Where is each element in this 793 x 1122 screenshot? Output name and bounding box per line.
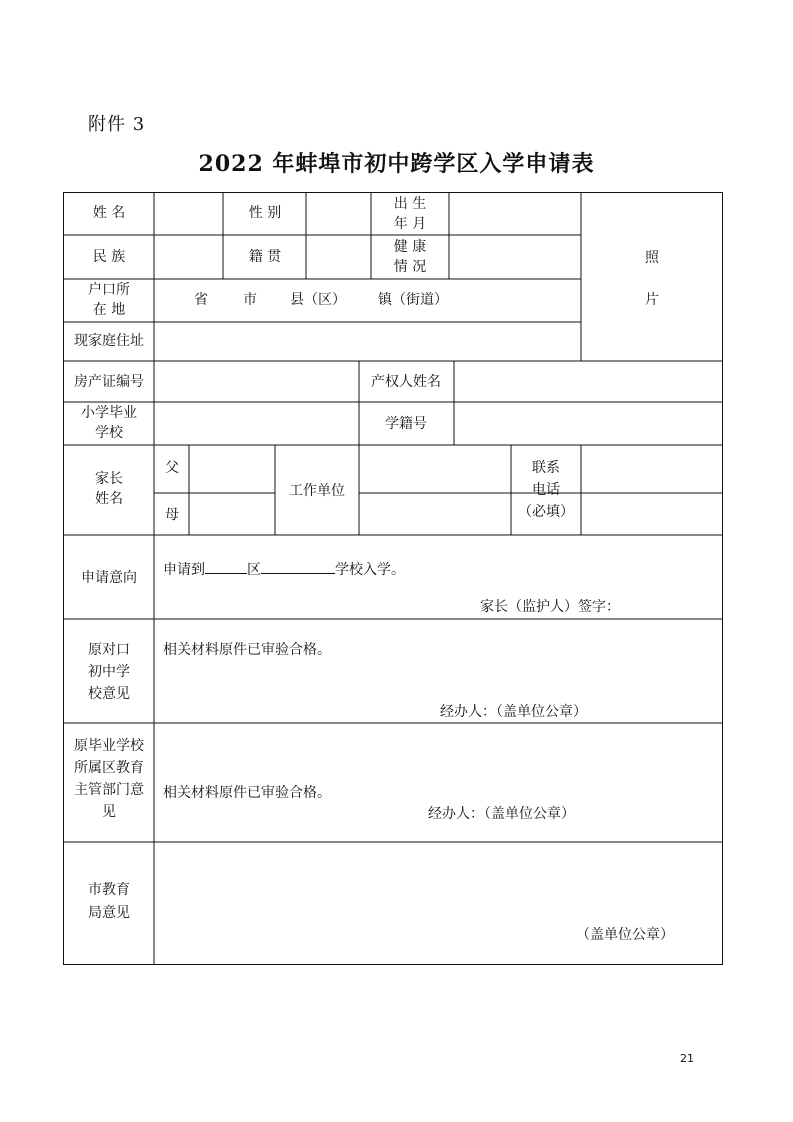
intent-statement	[163, 557, 405, 580]
ethnicity-label: 民 族	[92, 249, 126, 265]
household-label-line1: 户口所	[88, 282, 130, 298]
property-cert-label: 房产证编号	[74, 374, 144, 390]
intent-district-blank	[205, 557, 247, 574]
native-place-label: 籍 贯	[248, 249, 282, 265]
household-county: 县（区）	[290, 292, 346, 308]
intent-prefix: 申请到	[163, 562, 205, 578]
page-number: 21	[680, 1052, 694, 1065]
household-town: 镇（街道）	[378, 292, 448, 308]
intent-district: 区	[247, 562, 261, 578]
orig-school-label-line2: 初中学	[88, 664, 130, 680]
address-label: 现家庭住址	[74, 333, 144, 349]
edu-dept-label-line4: 见	[102, 804, 116, 820]
page-title: 2022 年蚌埠市初中跨学区入学申请表	[198, 151, 595, 177]
intent-school-blank	[261, 557, 335, 574]
city-bureau-label-line1: 市教育	[88, 882, 130, 898]
contact-label-line1: 联系	[532, 460, 560, 476]
work-unit-label: 工作单位	[289, 483, 345, 499]
primary-school-label-line1: 小学毕业	[81, 405, 137, 421]
household-city: 市	[243, 292, 257, 308]
orig-school-label-line3: 校意见	[88, 686, 130, 702]
household-province: 省	[194, 292, 208, 308]
orig-school-signature: 经办人：（盖单位公章）	[440, 704, 587, 720]
city-bureau-label-line2: 局意见	[88, 905, 130, 921]
health-label-line1: 健 康	[393, 239, 427, 255]
mother-label: 母	[165, 507, 179, 523]
orig-school-approval-text: 相关材料原件已审验合格。	[163, 642, 331, 658]
photo-label-line2: 片	[645, 292, 659, 308]
edu-dept-label-line3: 主管部门意	[74, 782, 144, 798]
birth-label-line1: 出 生	[393, 196, 427, 212]
photo-label-line1: 照	[645, 250, 659, 266]
parent-label-line1: 家长	[95, 471, 123, 487]
property-owner-label: 产权人姓名	[371, 374, 441, 390]
parent-label-line2: 姓名	[95, 491, 123, 507]
contact-label-line3: （必填）	[518, 504, 574, 520]
household-label-line2: 在 地	[92, 302, 126, 318]
health-label-line2: 情 况	[393, 259, 427, 275]
father-label: 父	[165, 460, 179, 476]
name-label: 姓 名	[92, 205, 126, 221]
primary-school-label-line2: 学校	[95, 425, 123, 441]
edu-dept-label-line2: 所属区教育	[74, 760, 144, 776]
attachment-label: 附件 3	[88, 114, 146, 135]
intent-signature-label: 家长（监护人）签字：	[480, 599, 620, 615]
intent-suffix: 学校入学。	[335, 562, 405, 578]
gender-label: 性 别	[248, 205, 282, 221]
orig-school-label-line1: 原对口	[88, 642, 130, 658]
edu-dept-approval-text: 相关材料原件已审验合格。	[163, 785, 331, 801]
intent-label: 申请意向	[81, 570, 137, 586]
student-id-label: 学籍号	[385, 416, 427, 432]
edu-dept-label-line1: 原毕业学校	[74, 738, 144, 754]
birth-label-line2: 年 月	[393, 216, 427, 232]
edu-dept-signature: 经办人：（盖单位公章）	[428, 806, 575, 822]
contact-label-line2: 电话	[532, 482, 560, 498]
application-form	[63, 192, 723, 965]
city-bureau-stamp: （盖单位公章）	[576, 927, 674, 943]
